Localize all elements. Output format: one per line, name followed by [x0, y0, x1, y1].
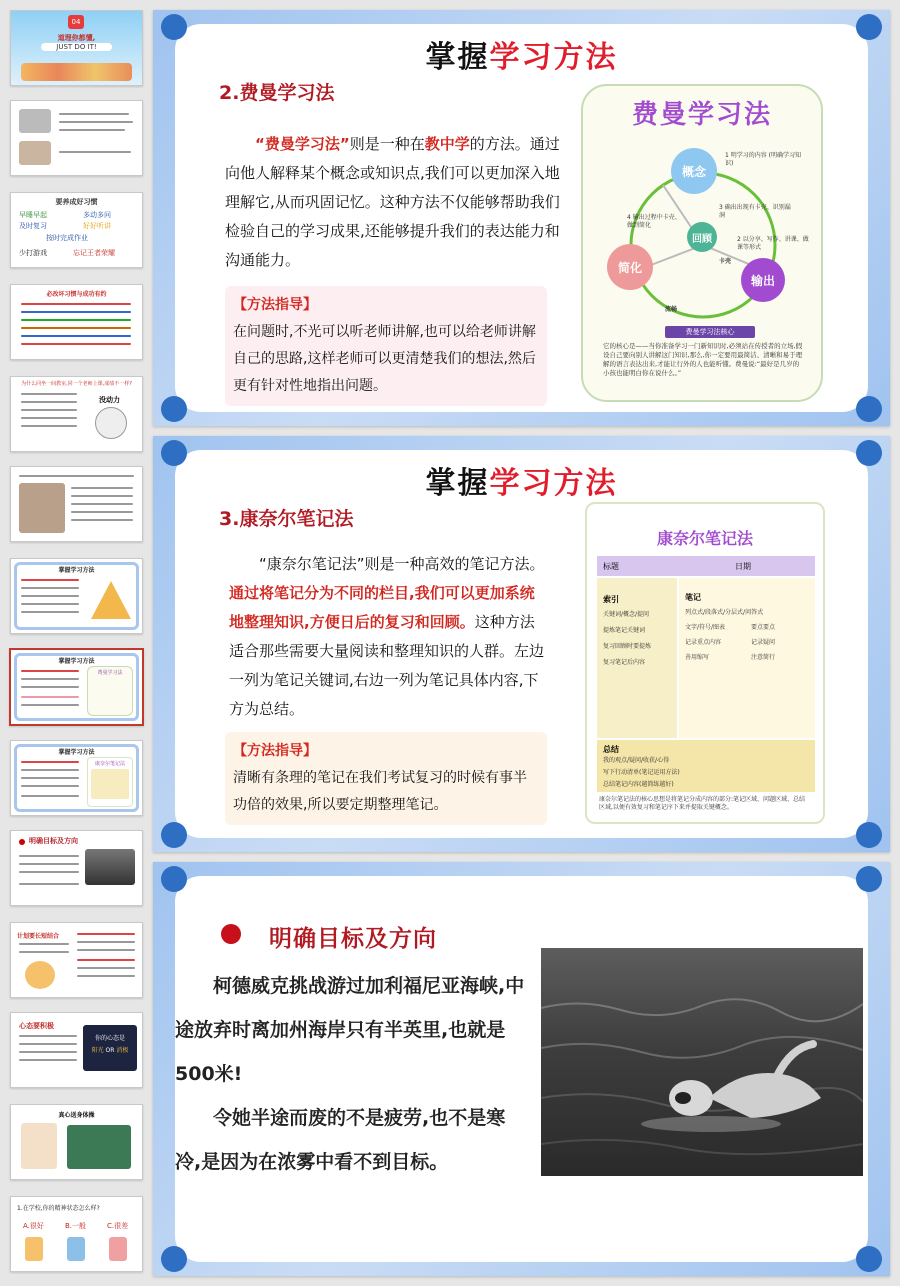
cornell-summary-row: [597, 740, 815, 792]
thumbnail-slide-2[interactable]: [10, 100, 143, 176]
thumbnail-option: B.一般: [65, 1222, 87, 1230]
thumbnail-title: 掌握学习方法: [58, 658, 95, 665]
header-label: 标题: [603, 562, 619, 571]
text-line: [19, 475, 134, 477]
text-line: [21, 795, 79, 797]
step-note: 2 以分享、写作、讲课、做课等形式: [737, 236, 809, 251]
cornell-grid-thumb: [91, 769, 129, 799]
text-line: [21, 761, 79, 763]
thumbnail-label: 费曼学习法: [97, 670, 123, 676]
node-output: 输出: [741, 258, 785, 302]
text-line: [21, 785, 79, 787]
thumbnail-option: A.很好: [23, 1222, 44, 1230]
text-line: [21, 311, 131, 313]
thumbnail-label: 没动力: [99, 396, 120, 404]
corner-ornament: [161, 1246, 187, 1272]
habit-item: 多动多问: [83, 211, 111, 219]
text-line: [19, 951, 69, 953]
note-item: 善用缩写: [685, 654, 710, 661]
text-line: [59, 151, 131, 153]
thumbnail-slide-11[interactable]: [10, 922, 143, 998]
thumbnail-title: 掌握学习方法: [58, 567, 95, 574]
corner-ornament: [856, 1246, 882, 1272]
feynman-diagram: [581, 84, 823, 402]
thumbnail-slide-1[interactable]: [10, 10, 143, 86]
text-line: [77, 933, 135, 935]
text-line: [21, 303, 131, 305]
student-illustration: [25, 961, 55, 989]
thumbnail-slide-7[interactable]: [10, 558, 143, 634]
learning-pyramid-icon: [91, 581, 131, 619]
text-line: [21, 587, 79, 589]
thumbnail-slide-4[interactable]: [10, 284, 143, 360]
note-item: 文字/符号/图表: [685, 624, 726, 631]
step-note: 1 明学习的内容 (明确学习知识): [725, 152, 801, 167]
text-line: [21, 335, 131, 337]
cornell-notes-column: [679, 578, 815, 738]
note-item: 列点式/段落式/分层式/问答式: [685, 609, 764, 616]
text-line: [21, 409, 77, 411]
story-paragraph: 令她半途而废的不是疲劳,也不是寒冷,是因为在浓雾中看不到目标。: [175, 1107, 506, 1173]
summary-item: 我的观点/疑问/收获/心得: [603, 757, 670, 764]
thumbnail-slide-8[interactable]: [9, 648, 144, 726]
text-line: [77, 967, 135, 969]
thumbnail-question: 1.在学校,你的精神状态怎么样?: [17, 1205, 100, 1212]
text-line: [21, 343, 131, 345]
thumbnail-slide-9[interactable]: [10, 740, 143, 816]
text-line: [59, 121, 133, 123]
text-run: 的方法。通过向他人解释某个概念或知识点,我们可以更加深入地理解它,从而巩固记忆。这种方法不仅能够帮助我们检验自己的学习成果,还能够提升我们的表达能力和沟通能力。: [225, 135, 560, 269]
text-line: [21, 319, 131, 321]
corner-ornament: [856, 866, 882, 892]
chalkboard-illustration: [67, 1125, 131, 1169]
method-description: [229, 550, 547, 724]
text-line: [77, 949, 135, 951]
note-item: 记录重点内容: [685, 639, 722, 646]
text-line: [21, 696, 79, 698]
text-line: [21, 704, 79, 706]
text-line: [21, 769, 79, 771]
swimmer-photo: [541, 948, 863, 1176]
text-line: [19, 855, 79, 857]
feynman-diagram-thumb: [87, 666, 133, 716]
guide-heading: 【方法指导】: [233, 297, 317, 313]
term-highlight: 教中学: [424, 135, 470, 153]
core-text: 它的核心是——当你准备学习一门新知识时,必须站在传授者的立场,假设自己要向别人讲解这门知识,那么,你一定要用最简洁、清晰和易于理解的语言表达出来,才能让行外的人也能听懂。费曼说:“最好是几岁的小孩也能明白你在说什么。”: [603, 342, 803, 377]
corner-ornament: [161, 822, 187, 848]
guide-heading: 【方法指导】: [233, 743, 317, 759]
cartoon-face-icon: [25, 1237, 43, 1261]
section-heading: 明确目标及方向: [269, 926, 437, 952]
cartoon-illustration: [21, 1123, 57, 1169]
column-title: 索引: [603, 595, 619, 604]
guide-body: 在问题时,不光可以听老师讲解,也可以给老师讲解自己的思路,这样老师可以更清楚我们的想法,然后更有针对性地指出问题。: [233, 324, 536, 394]
slide-title: [153, 458, 890, 502]
slide-cornell: [153, 436, 890, 852]
header-label: 日期: [735, 562, 751, 571]
text-line: [19, 883, 79, 885]
cue-item: 关键词/概念/提问: [603, 611, 650, 618]
thumbnail-title: 明确目标及方向: [29, 837, 78, 845]
thumbnail-slide-3[interactable]: [10, 192, 143, 268]
thumbnail-title: 真心送身体操: [58, 1112, 95, 1119]
text-line: [21, 401, 77, 403]
text-line: [19, 1043, 77, 1045]
thumbnail-label: 你的心态是: [94, 1035, 125, 1042]
cartoon-face-icon: [95, 407, 127, 439]
text-line: [71, 487, 133, 489]
text-line: [19, 871, 79, 873]
term-highlight: “费曼学习法”: [255, 135, 350, 153]
thumbnail-image: [19, 109, 51, 133]
text-run: 这种方法适合那些需要大量阅读和整理知识的人群。左边一列为笔记关键词,右边一列为笔记具体内容,下方为总结。: [229, 613, 545, 718]
thumbnail-slide-5[interactable]: [10, 376, 143, 452]
section-subtitle: 2.费曼学习法: [219, 82, 335, 104]
cornell-diagram: [585, 502, 825, 824]
text-line: [21, 777, 79, 779]
note-item: 记录疑问: [751, 639, 776, 646]
text-line: [59, 113, 129, 115]
text-line: [71, 503, 133, 505]
thumbnail-number-badge: 04: [68, 15, 84, 29]
corner-ornament: [161, 866, 187, 892]
thumbnail-label: 康奈尔笔记法: [94, 761, 125, 767]
text-line: [21, 595, 79, 597]
text-line: [19, 1051, 77, 1053]
thumbnail-option: 阳光: [91, 1047, 104, 1054]
thumbnail-slide-13[interactable]: [10, 1104, 143, 1180]
title-part: 掌握: [425, 466, 490, 501]
key-sentence-highlight: 通过将笔记分为不同的栏目,我们可以更加系统地整理知识,方便日后的复习和回顾。: [229, 584, 535, 631]
step-note: 3 确出出现有卡壳、识别漏洞: [719, 204, 791, 219]
text-line: [21, 417, 77, 419]
thumbnail-subtitle: JUST DO IT!: [41, 43, 112, 51]
cornell-diagram-thumb: [87, 757, 133, 807]
note-item: 注意简行: [751, 654, 776, 661]
diagram-title: 费曼学习法: [631, 100, 772, 130]
title-highlight: 学习方法: [489, 466, 618, 501]
habit-item: 忘记王者荣耀: [73, 249, 115, 257]
core-title: 费曼学习法核心: [665, 326, 755, 338]
bullet-icon: [19, 839, 25, 845]
thumbnail-slide-14[interactable]: [10, 1196, 143, 1272]
text-line: [21, 327, 131, 329]
method-guide-box: [225, 286, 547, 406]
thumbnail-image: [19, 141, 51, 165]
text-line: [19, 1059, 77, 1061]
slide-title: [153, 32, 890, 76]
note-item: 要点要点: [751, 624, 776, 631]
text-line: [71, 519, 133, 521]
thumbnail-option: C.很差: [107, 1222, 129, 1230]
attitude-banner: [83, 1025, 137, 1071]
text-line: [21, 579, 79, 581]
text-line: [19, 1035, 77, 1037]
text-line: [21, 686, 79, 688]
section-subtitle: 3.康奈尔笔记法: [219, 508, 354, 530]
method-description: [225, 130, 565, 275]
thumbnail-title: 为什么同坐一间教室,同一个老师上课,成绩不一样?: [21, 381, 132, 387]
story-paragraph: 柯德威克挑战游过加利福尼亚海峡,中途放弃时离加州海岸只有半英里,也就是500米!: [175, 975, 525, 1085]
text-line: [21, 611, 79, 613]
cornell-header-row: [597, 556, 815, 576]
title-highlight: 学习方法: [489, 40, 618, 75]
text-line: [21, 678, 79, 680]
habit-item: 早睡早起: [19, 211, 47, 219]
thumbnail-slide-12[interactable]: [10, 1012, 143, 1088]
step-note: 4 输出过程中卡壳、做到简化: [627, 214, 681, 229]
node-simplify: 简化: [607, 244, 653, 290]
text-line: [77, 941, 135, 943]
text-line: [19, 943, 69, 945]
bullet-dot-icon: [221, 924, 241, 944]
thumbnail-title: 计划要长短结合: [17, 933, 60, 940]
habit-item: 好好听讲: [83, 222, 111, 230]
habit-item: 按时完成作业: [46, 234, 88, 242]
cue-item: 复习笔记后内容: [603, 659, 646, 666]
corner-ornament: [856, 396, 882, 422]
thumbnail-slide-6[interactable]: [10, 466, 143, 542]
column-title: 笔记: [685, 593, 701, 602]
text-line: [19, 863, 79, 865]
text-run: 则是一种在: [349, 135, 425, 153]
title-part: 掌握: [425, 40, 490, 75]
cue-item: 复习回顾时要提炼: [603, 643, 652, 650]
text-line: [59, 129, 125, 131]
slide-goal-direction: [153, 862, 890, 1276]
diagram-title: 康奈尔笔记法: [656, 529, 753, 548]
corner-ornament: [161, 396, 187, 422]
habit-item: 及时复习: [19, 222, 47, 230]
thumbnail-option: OR: [105, 1047, 115, 1054]
text-line: [71, 495, 133, 497]
tag-label: 流畅: [665, 306, 678, 313]
thumbnail-title: 心态要积极: [19, 1022, 54, 1030]
text-line: [71, 511, 133, 513]
thumbnail-title: 掌握学习方法: [58, 749, 95, 756]
thumbnail-slide-10[interactable]: [10, 830, 143, 906]
thumbnail-option: 消极: [116, 1047, 129, 1054]
method-guide-box: [225, 732, 547, 825]
swimmer-photo-thumb: [85, 849, 135, 885]
column-title: 总结: [603, 745, 619, 754]
slide-thumbnail-panel: [0, 0, 150, 1286]
summary-item: 总结笔记内容(越简练越好): [603, 781, 674, 788]
text-line: [21, 603, 79, 605]
slide-feynman: [153, 10, 890, 426]
node-review: 回顾: [687, 222, 717, 252]
tag-label: 卡壳: [719, 258, 732, 265]
summary-item: 写下行动清单(笔记运用方法): [603, 769, 680, 776]
corner-ornament: [856, 822, 882, 848]
habit-item: 少打游戏: [19, 249, 47, 257]
cartoon-face-icon: [109, 1237, 127, 1261]
thumbnail-title: 道理你都懂,: [57, 34, 96, 42]
text-line: [21, 425, 77, 427]
text-line: [21, 393, 77, 395]
node-concept: 概念: [671, 148, 717, 194]
cue-item: 提炼笔记关键词: [603, 627, 646, 634]
cartoon-face-icon: [67, 1237, 85, 1261]
students-illustration: [21, 63, 132, 81]
cornell-footer-note: 康奈尔笔记法的核心思想是将笔记分成内容的部分:笔记区域、问题区域、总结区域,以便有效复习和笔记序下来并提取关键概念。: [599, 796, 806, 811]
thumbnail-title: 要养成好习惯: [55, 198, 98, 206]
thumbnail-image: [19, 483, 65, 533]
thumbnail-title: 必改坏习惯与成功有约: [46, 291, 107, 298]
text-line: [77, 975, 135, 977]
swimmer-image-graphic: [541, 948, 863, 1176]
text-run: “康奈尔笔记法”则是一种高效的笔记方法。: [259, 555, 545, 573]
text-line: [21, 670, 79, 672]
text-line: [77, 959, 135, 961]
guide-body: 清晰有条理的笔记在我们考试复习的时候有事半功倍的效果,所以要定期整理笔记。: [233, 770, 527, 813]
cornell-cue-column: [597, 578, 677, 738]
